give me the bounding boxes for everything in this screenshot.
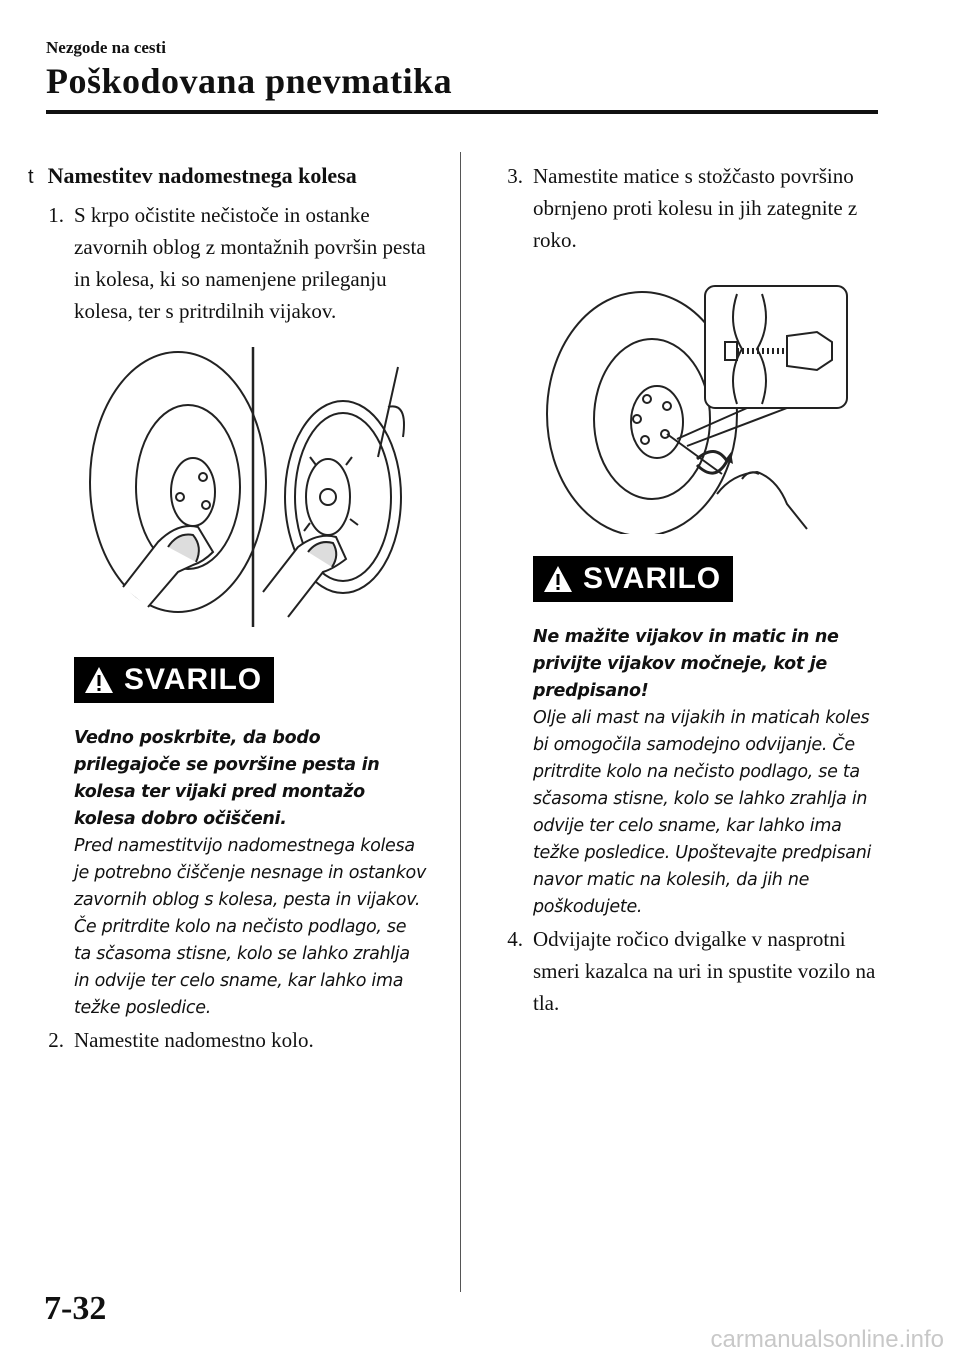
watermark: carmanualsonline.info xyxy=(710,1326,944,1353)
warning-2 xyxy=(487,556,887,921)
step-number: 1. xyxy=(48,203,64,227)
warning-emphasis: Ne mažite vijakov in matic in ne privijte vijakov močneje, kot je predpisano! xyxy=(533,627,839,701)
page-title: Poškodovana pnevmatika xyxy=(46,61,453,101)
step-2 xyxy=(28,1024,428,1056)
warning-body xyxy=(533,624,887,921)
lug-nut-drawing xyxy=(487,274,887,534)
step-number: 2. xyxy=(48,1028,64,1052)
warning-body xyxy=(74,725,428,1022)
warning-badge xyxy=(74,657,274,703)
lug-nut-illustration xyxy=(487,274,887,534)
warning-label: SVARILO xyxy=(124,663,263,696)
warning-triangle-icon xyxy=(543,565,573,593)
section-marker: t xyxy=(28,166,34,188)
step-1 xyxy=(28,199,428,327)
step-number: 4. xyxy=(507,927,523,951)
right-column xyxy=(487,160,887,1019)
wheel-cleaning-drawing xyxy=(28,347,428,637)
warning-badge xyxy=(533,556,733,602)
section-heading xyxy=(28,160,428,193)
breadcrumb: Nezgode na cesti xyxy=(46,38,166,57)
warning-1 xyxy=(28,657,428,1022)
page-number: 7-32 xyxy=(44,1290,107,1327)
step-3 xyxy=(487,160,887,256)
warning-emphasis: Vedno poskrbite, da bodo prilegajoče se površine pesta in kolesa ter vijaki pred montažo kolesa dobro očiščeni. xyxy=(74,728,380,829)
step-text: Namestite matice s stožčasto površino obrnjeno proti kolesu in jih zategnite z roko. xyxy=(533,164,858,252)
step-number: 3. xyxy=(507,164,523,188)
warning-text: Pred namestitvijo nadomestnega kolesa je potrebno čiščenje nesnage in ostankov zavornih oblog s kolesa, pesta in vijakov. Če pritrdite kolo na nečisto podlago, se ta sčasoma stisne, kolo se lahko zrahlja in odvije ter celo sname, kar lahko ima težke posledice. xyxy=(74,836,427,1018)
warning-label: SVARILO xyxy=(583,562,722,595)
section-heading-text: Namestitev nadomestnega kolesa xyxy=(47,163,357,188)
step-text: Namestite nadomestno kolo. xyxy=(74,1028,314,1052)
cleaning-illustration xyxy=(28,347,428,637)
title-rule xyxy=(46,110,878,114)
step-text: S krpo očistite nečistoče in ostanke zavornih oblog z montažnih površin pesta in kolesa, ki so namenjene prileganju kolesa, ter s pritrdilnih vijakov. xyxy=(74,203,426,323)
step-text: Odvijajte ročico dvigalke v nasprotni smeri kazalca na uri in spustite vozilo na tla. xyxy=(533,927,876,1015)
step-4 xyxy=(487,923,887,1019)
left-column xyxy=(28,160,428,1056)
warning-triangle-icon xyxy=(84,666,114,694)
column-divider xyxy=(460,152,461,1292)
warning-text: Olje ali mast na vijakih in maticah koles bi omogočila samodejno odvijanje. Če pritrdite kolo na nečisto podlago, se ta sčasoma stisne, kolo se lahko zrahlja in odvije ter celo sname, kar lahko ima težke posledice. Upoštevajte predpisani navor matic na kolesih, da jih ne poškodujete. xyxy=(533,708,872,917)
